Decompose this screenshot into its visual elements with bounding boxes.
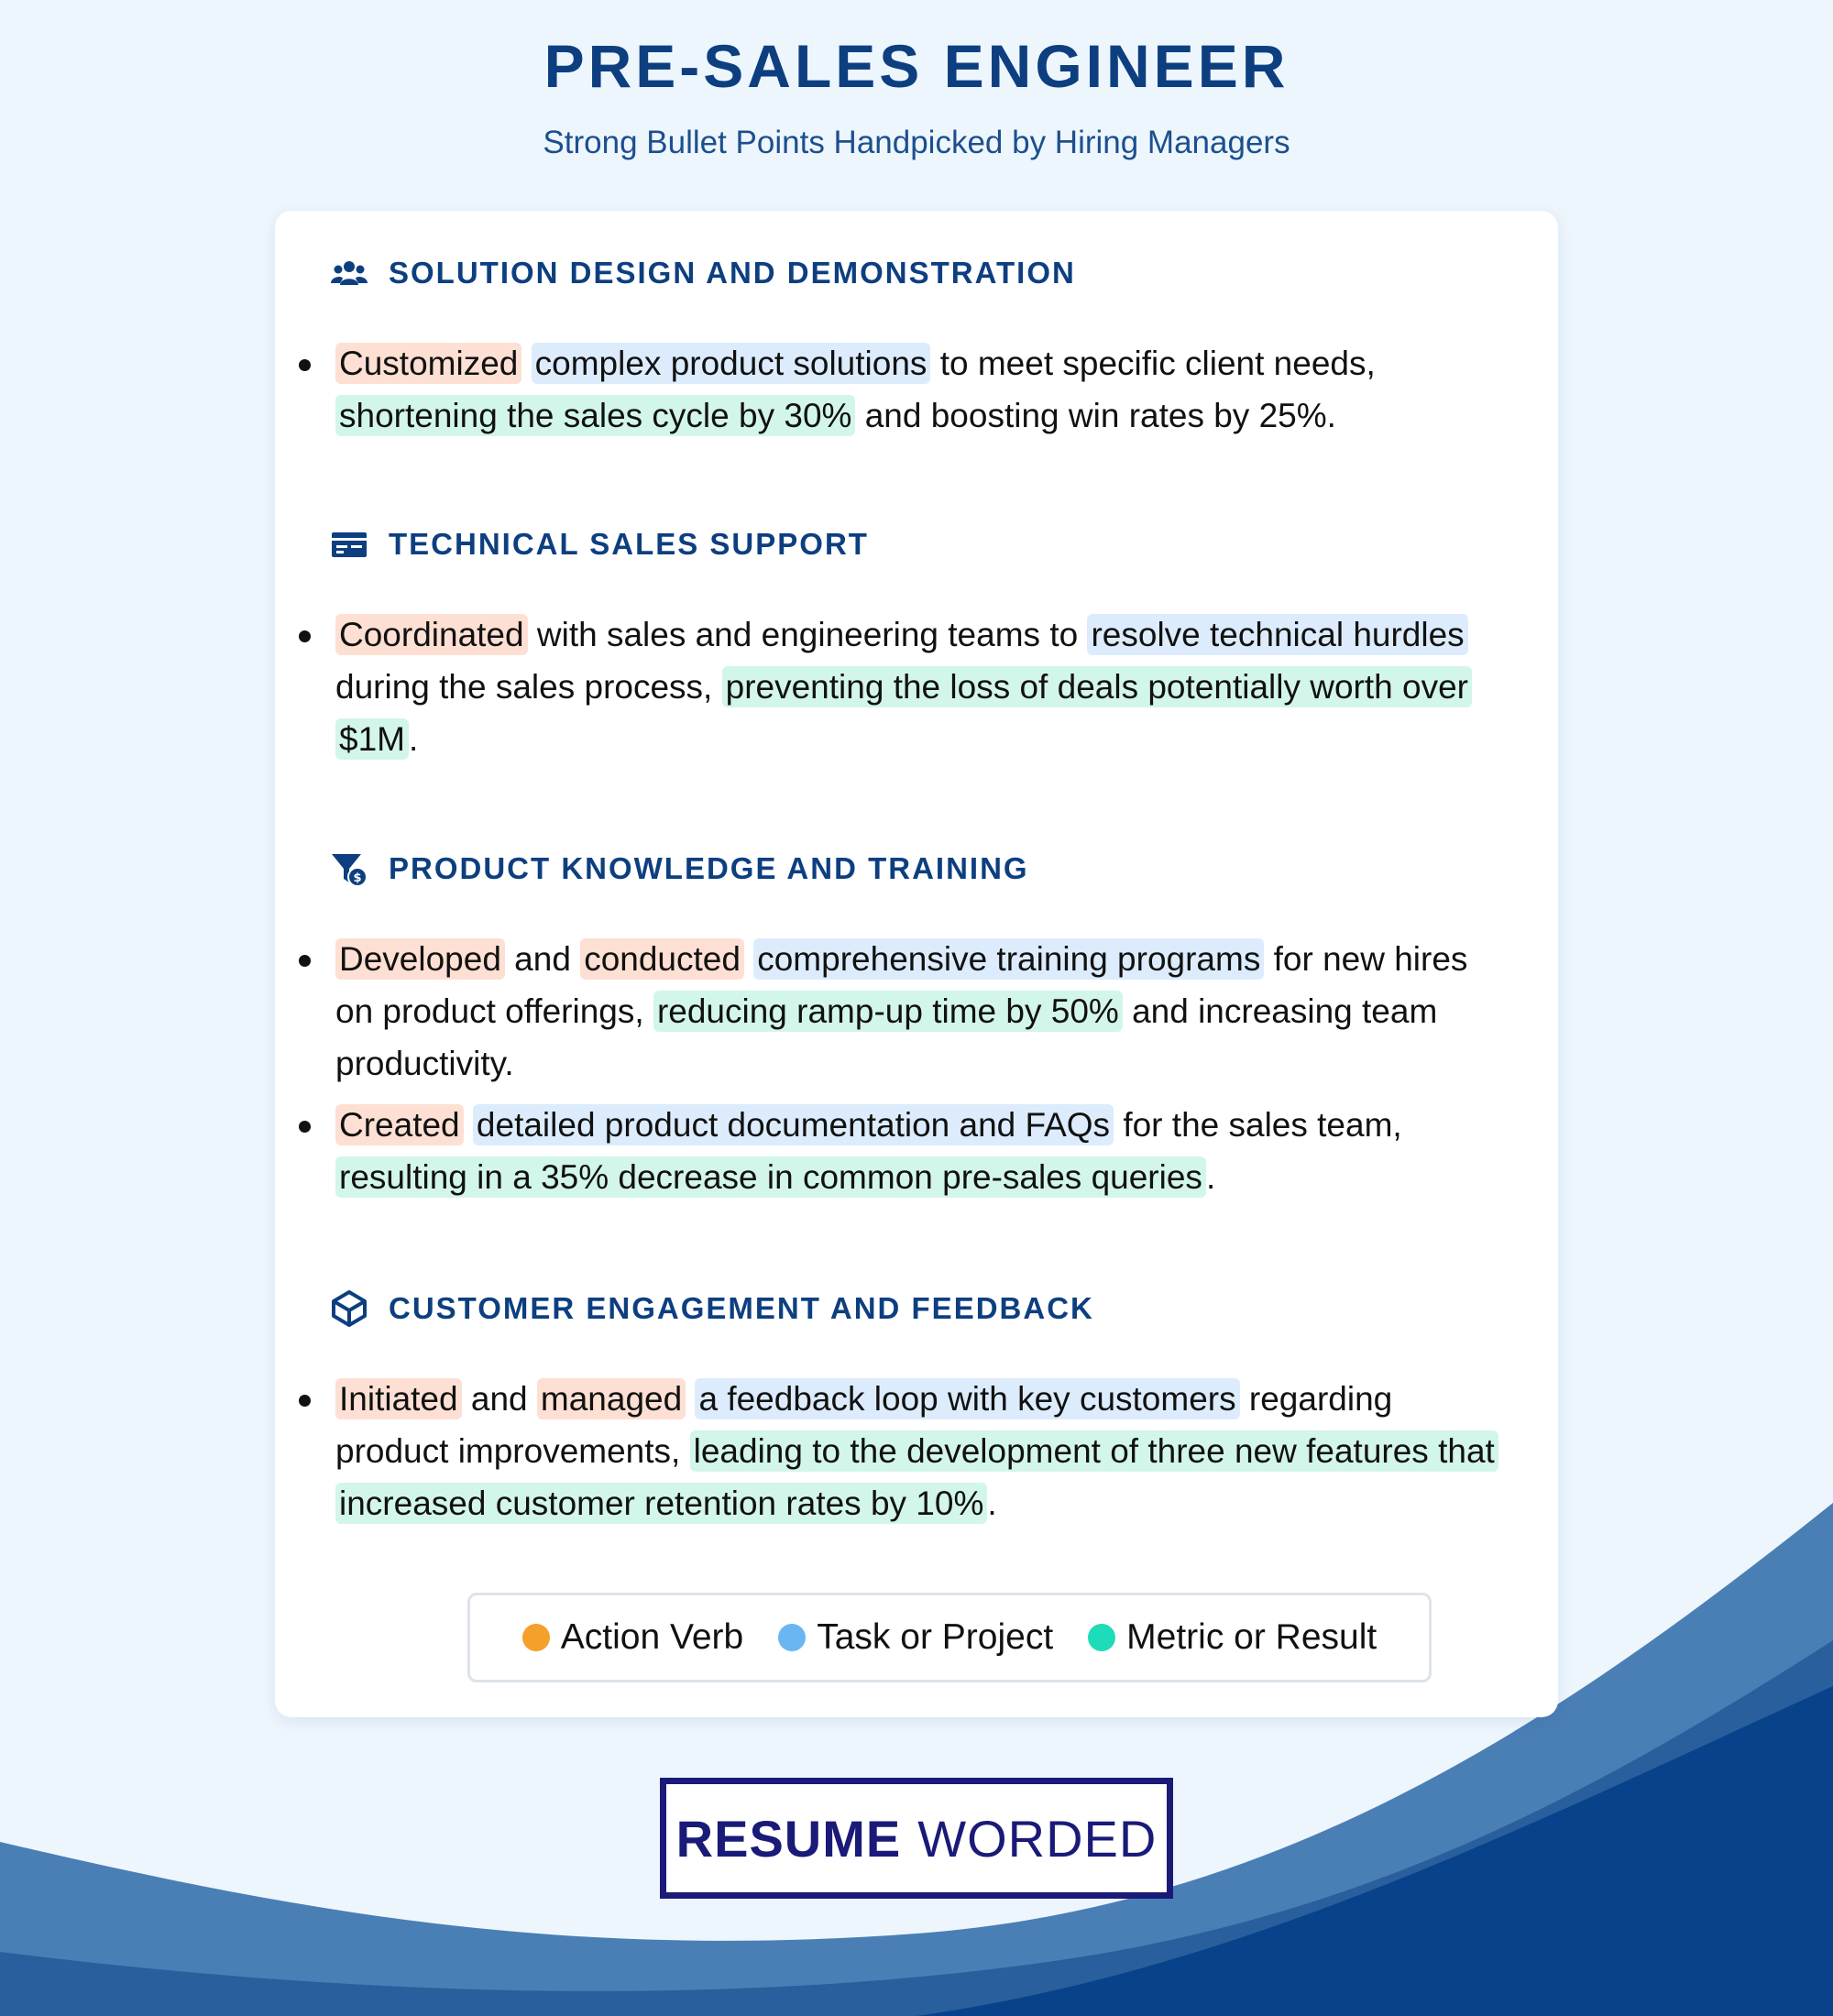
cube-network-icon (330, 1289, 368, 1328)
page-subtitle: Strong Bullet Points Handpicked by Hiring Managers (543, 125, 1290, 160)
page-title: PRE-SALES ENGINEER (543, 32, 1290, 100)
bullet-points-card (275, 211, 1558, 1717)
bullet-text: . (987, 1485, 997, 1522)
section-title: SOLUTION DESIGN AND DEMONSTRATION (389, 256, 1076, 290)
id-card-icon (330, 525, 368, 564)
section-title: CUSTOMER ENGAGEMENT AND FEEDBACK (389, 1291, 1094, 1325)
legend (467, 1593, 1432, 1682)
section-customer-engagement (330, 1285, 1521, 1529)
resume-worded-logo[interactable] (660, 1778, 1173, 1899)
highlight-task: a feedback loop with key customers (695, 1378, 1239, 1419)
highlight-action: Coordinated (335, 614, 528, 655)
highlight-action: Customized (335, 343, 521, 384)
bullet-text: regarding product improvements, (335, 1380, 1393, 1470)
highlight-task: resolve technical hurdles (1087, 614, 1467, 655)
highlight-action: Created (335, 1104, 464, 1145)
bullet-item (330, 608, 1521, 765)
section-solution-design (330, 249, 1521, 442)
bullet-text: . (1205, 1158, 1216, 1196)
highlight-task: detailed product documentation and FAQs (473, 1104, 1114, 1145)
highlight-action: managed (537, 1378, 686, 1419)
highlight-task: complex product solutions (532, 343, 931, 384)
legend-item-action-verb (522, 1617, 743, 1658)
bullet-list (330, 933, 1521, 1203)
bullet-text: . (408, 720, 419, 758)
highlight-metric: shortening the sales cycle by 30% (335, 395, 855, 436)
bullet-item (330, 337, 1521, 442)
legend-label: Action Verb (560, 1617, 744, 1657)
section-header (330, 520, 1521, 568)
funnel-dollar-icon (330, 849, 368, 888)
bullet-text: and increasing team productivity. (335, 992, 1438, 1082)
bullet-item (330, 933, 1521, 1090)
section-header (330, 1285, 1521, 1332)
page-header (0, 27, 1833, 163)
section-product-knowledge (330, 845, 1521, 1203)
bullet-text (686, 1380, 695, 1418)
logo-regular-text: WORDED (917, 1809, 1158, 1868)
users-group-icon (330, 254, 368, 292)
highlight-action: Developed (335, 938, 505, 980)
legend-dot (522, 1624, 550, 1651)
highlight-metric: preventing the loss of deals potentially worth over $1M (335, 666, 1472, 760)
bullet-dot (299, 359, 311, 371)
bullet-dot (299, 630, 311, 642)
bullet-item (330, 1099, 1521, 1203)
section-title: PRODUCT KNOWLEDGE AND TRAINING (389, 851, 1029, 885)
logo-bold-text: RESUME (675, 1809, 902, 1868)
bullet-list (330, 608, 1521, 765)
bullet-text (521, 345, 531, 382)
bullet-text: and boosting win rates by 25%. (855, 397, 1336, 434)
legend-item-task-or-project (778, 1617, 1053, 1658)
bullet-list (330, 1373, 1521, 1529)
bullet-text: and (504, 940, 581, 978)
bullet-dot (299, 1121, 311, 1133)
section-technical-sales-support (330, 520, 1521, 765)
bullet-text: for new hires on product offerings, (335, 940, 1468, 1030)
legend-dot (778, 1624, 806, 1651)
legend-item-metric-or-result (1088, 1617, 1377, 1658)
section-header (330, 845, 1521, 893)
highlight-metric: leading to the development of three new features that increased customer retention rates by 10% (335, 1430, 1498, 1524)
bullet-text: with sales and engineering teams to (527, 616, 1088, 653)
bullet-dot (299, 955, 311, 967)
legend-label: Task or Project (817, 1617, 1054, 1657)
highlight-task: comprehensive training programs (753, 938, 1264, 980)
bullet-item (330, 1373, 1521, 1529)
bullet-text (744, 940, 753, 978)
highlight-metric: reducing ramp-up time by 50% (653, 991, 1123, 1032)
bullet-text: for the sales team, (1114, 1106, 1402, 1144)
bullet-list (330, 337, 1521, 442)
bullet-text: to meet specific client needs, (930, 345, 1376, 382)
bullet-text (464, 1106, 473, 1144)
section-header (330, 249, 1521, 297)
bullet-text: during the sales process, (335, 668, 722, 706)
highlight-action: conducted (580, 938, 744, 980)
legend-dot (1088, 1624, 1115, 1651)
highlight-metric: resulting in a 35% decrease in common pre-sales queries (335, 1156, 1206, 1198)
highlight-action: Initiated (335, 1378, 462, 1419)
section-title: TECHNICAL SALES SUPPORT (389, 527, 869, 561)
bullet-dot (299, 1395, 311, 1407)
bullet-text: and (461, 1380, 537, 1418)
legend-label: Metric or Result (1126, 1617, 1377, 1657)
svg-text:$: $ (353, 871, 362, 885)
